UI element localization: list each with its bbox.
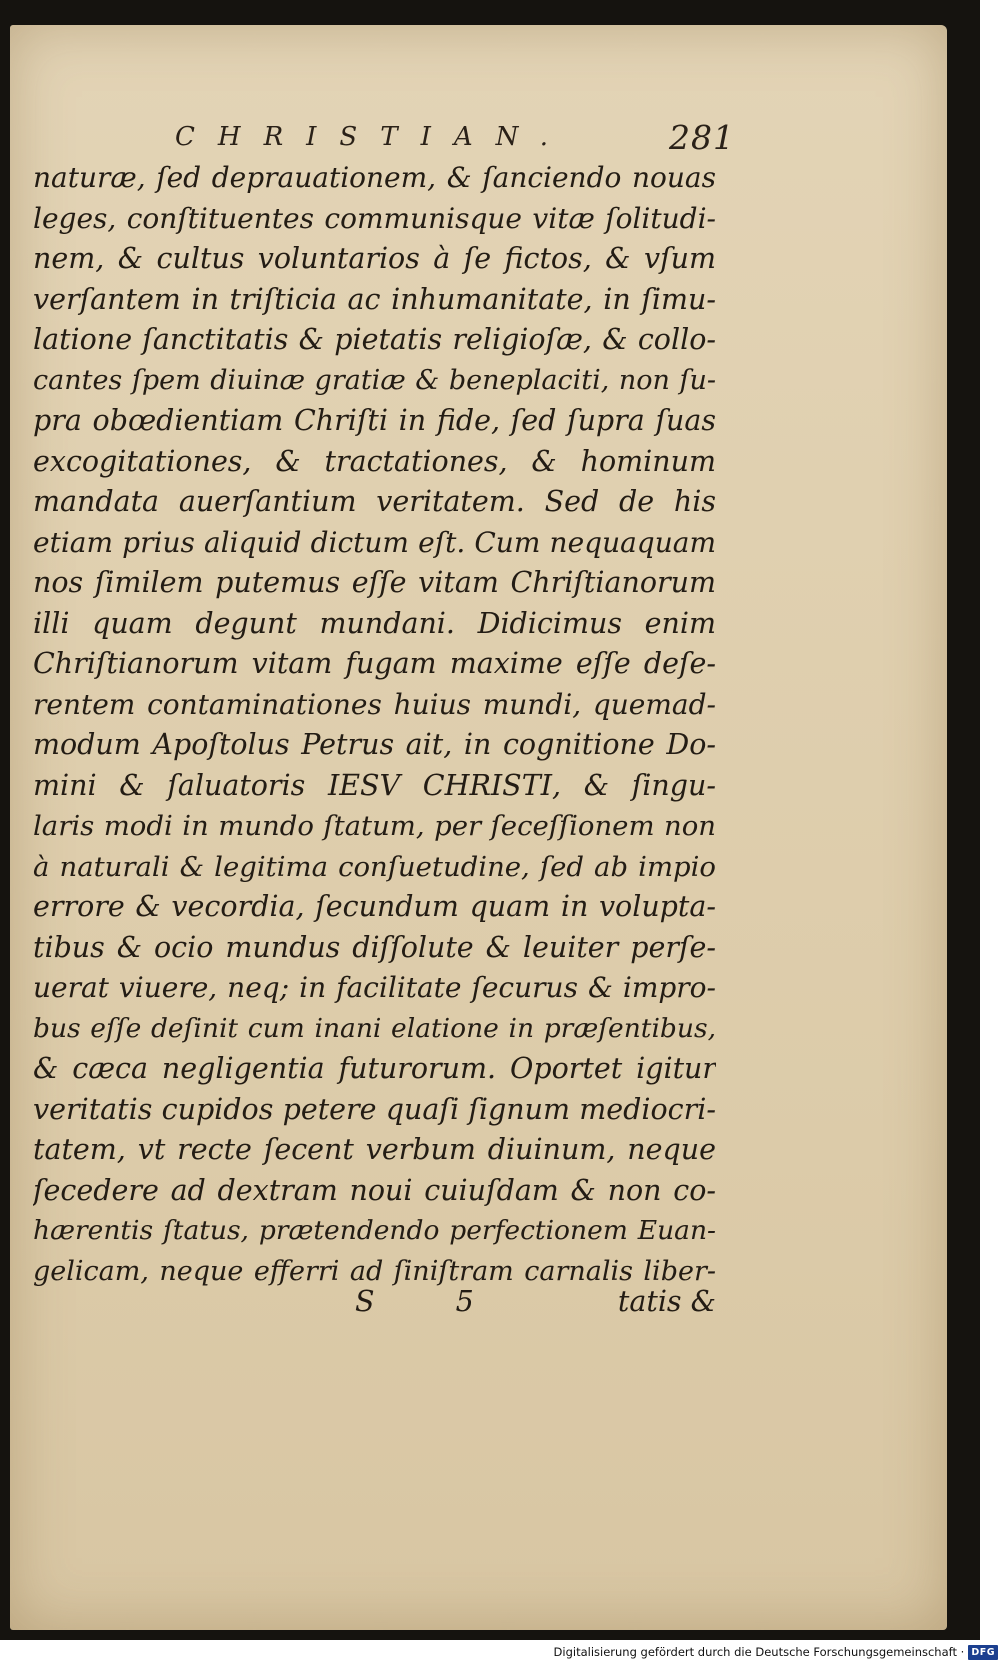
text-line: naturæ, ſed deprauationem, & ſanciendo nouas bbox=[33, 161, 716, 194]
text-line: cantes ſpem diuinæ gratiæ & beneplaciti, non ſu- bbox=[33, 364, 716, 396]
text-line: excogitationes, & tractationes, & hominum bbox=[33, 444, 716, 478]
text-line: illi quam degunt mundani. Didicimus enim bbox=[33, 606, 716, 640]
digitization-credit bbox=[554, 1640, 1000, 1664]
text-line: veritatis cupidos petere quaſi ſignum mediocri- bbox=[33, 1092, 716, 1126]
text-line: uerat viuere, neq; in facilitate ſecurus & impro- bbox=[33, 971, 716, 1004]
page-footer bbox=[33, 1285, 716, 1325]
text-line: hærentis ſtatus, prætendendo perfectionem Euan- bbox=[33, 1215, 716, 1246]
text-line: nos ſimilem putemus eſſe vitam Chriſtianorum bbox=[33, 566, 716, 599]
text-line: leges, conſtituentes communisque vitæ ſolitudi- bbox=[33, 201, 716, 235]
text-line: gelicam, neque efferri ad ſiniſtram carnalis liber- bbox=[33, 1255, 716, 1287]
text-line: mandata auerſantium veritatem. Sed de his bbox=[33, 485, 716, 518]
text-line: ſecedere ad dextram noui cuiuſdam & non co- bbox=[33, 1173, 716, 1207]
text-line: rentem contaminationes huius mundi, quemad- bbox=[33, 687, 716, 721]
text-line: etiam prius aliquid dictum eſt. Cum nequaquam bbox=[33, 525, 716, 559]
text-line: à naturali & legitima conſuetudine, ſed ab impio bbox=[33, 850, 716, 883]
credit-text: Digitalisierung gefördert durch die Deutsche Forschungsgemeinschaft · bbox=[553, 1645, 965, 1659]
text-line: errore & vecordia, ſecundum quam in volupta- bbox=[33, 890, 716, 923]
text-line: latione ſanctitatis & pietatis religioſæ, & collo- bbox=[33, 323, 716, 356]
dfg-logo: DFG bbox=[968, 1645, 998, 1660]
page-header bbox=[175, 118, 735, 158]
page-number: 281 bbox=[669, 118, 735, 157]
text-line: tatem, vt recte ſecent verbum diuinum, neque bbox=[33, 1133, 716, 1166]
text-line: nem, & cultus voluntarios à ſe fictos, & vſum bbox=[33, 242, 716, 275]
text-line: tibus & ocio mundus diſſolute & leuiter perſe- bbox=[33, 930, 716, 964]
text-line: verſantem in triſticia ac inhumanitate, in ſimu- bbox=[33, 282, 716, 316]
text-line: mini & ſaluatoris IESV CHRISTI, & ſingu- bbox=[33, 768, 716, 802]
text-line: pra obœdientiam Chriſti in fide, ſed ſupra ſuas bbox=[33, 404, 716, 437]
text-line: modum Apoſtolus Petrus ait, in cognitione Do- bbox=[33, 728, 716, 761]
catchword: tatis & bbox=[617, 1285, 716, 1318]
text-line: bus eſſe deſinit cum inani elatione in præſentibus, bbox=[33, 1012, 716, 1044]
signature-mark: S 5 bbox=[355, 1285, 510, 1318]
body-text bbox=[33, 158, 716, 1292]
text-line: & cæca negligentia futurorum. Oportet igitur bbox=[33, 1052, 716, 1085]
text-line: Chriſtianorum vitam fugam maxime eſſe deſe- bbox=[33, 647, 716, 680]
running-head: CHRISTIAN. bbox=[175, 122, 571, 152]
text-line: laris modi in mundo ſtatum, per ſeceſſionem non bbox=[33, 810, 716, 842]
